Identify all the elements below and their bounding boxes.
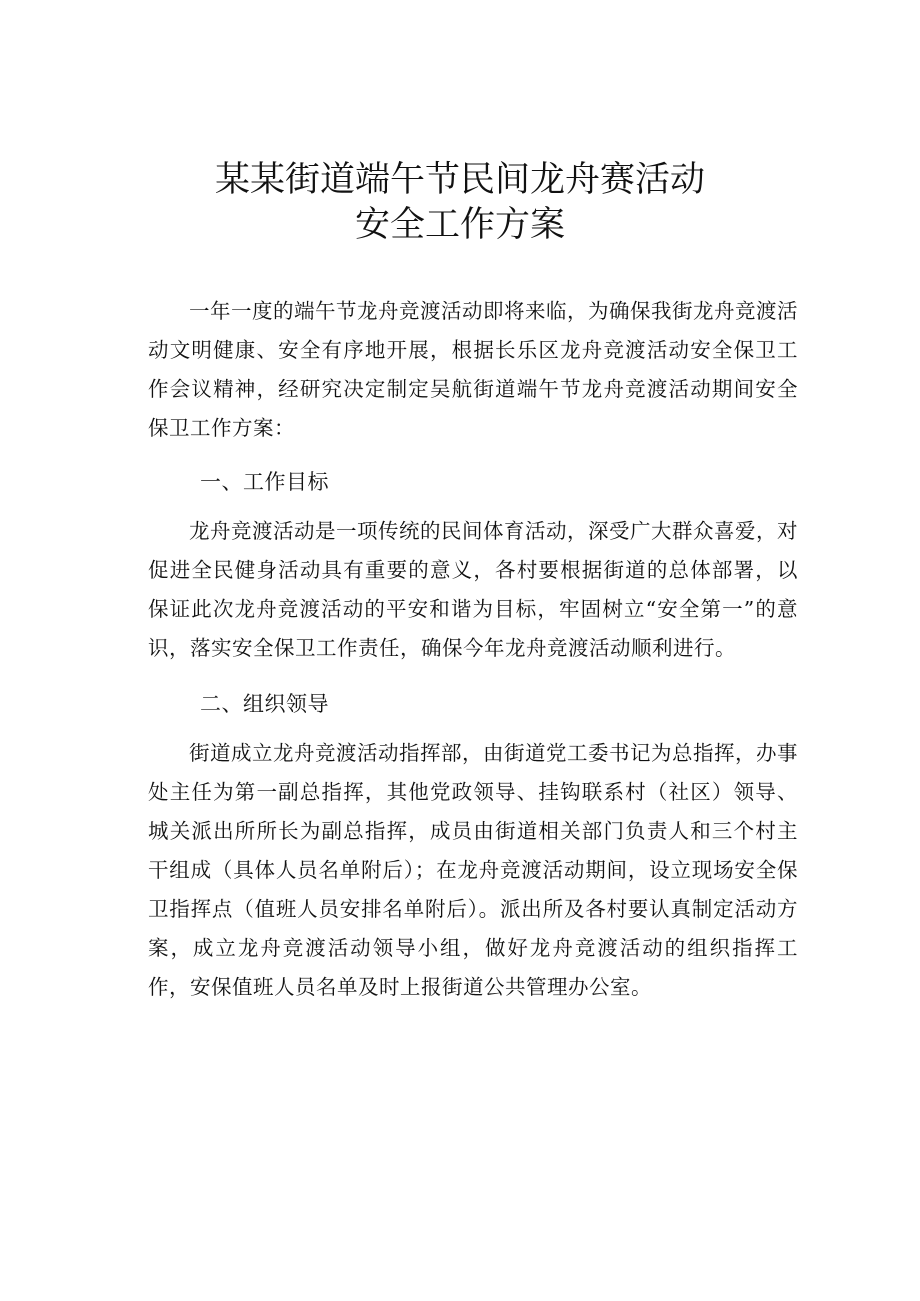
section-heading-goals: 一、工作目标	[200, 470, 329, 494]
section-heading-organization: 二、组织领导	[200, 692, 329, 716]
document-title-line-1: 某某街道端午节民间龙舟赛活动	[214, 160, 705, 200]
section-paragraph-goals: 龙舟竞渡活动是一项传统的民间体育活动，深受广大群众喜爱，对促进全民健身活动具有重要的意义，各村要根据街道的总体部署，以保证此次龙舟竞渡活动的平安和谐为目标，牢固树立“安全第一”的意识，落实安全保卫工作责任，确保今年龙舟竞渡活动顺利进行。	[148, 519, 798, 660]
document-body	[148, 292, 798, 1007]
section-paragraph-organization: 街道成立龙舟竞渡活动指挥部，由街道党工委书记为总指挥，办事处主任为第一副总指挥，其他党政领导、挂钩联系村（社区）领导、城关派出所所长为副总指挥，成员由街道相关部门负责人和三个村主干组成（具体人员名单附后）；在龙舟竞渡活动期间，设立现场安全保卫指挥点（值班人员安排名单附后）。派出所及各村要认真制定活动方案，成立龙舟竞渡活动领导小组，做好龙舟竞渡活动的组织指挥工作，安保值班人员名单及时上报街道公共管理办公室。	[148, 741, 798, 999]
document-title-line-2: 安全工作方案	[354, 205, 565, 245]
intro-paragraph: 一年一度的端午节龙舟竞渡活动即将来临，为确保我街龙舟竞渡活动文明健康、安全有序地开展，根据长乐区龙舟竞渡活动安全保卫工作会议精神，经研究决定制定吴航街道端午节龙舟竞渡活动期间安全保卫工作方案：	[148, 299, 798, 440]
